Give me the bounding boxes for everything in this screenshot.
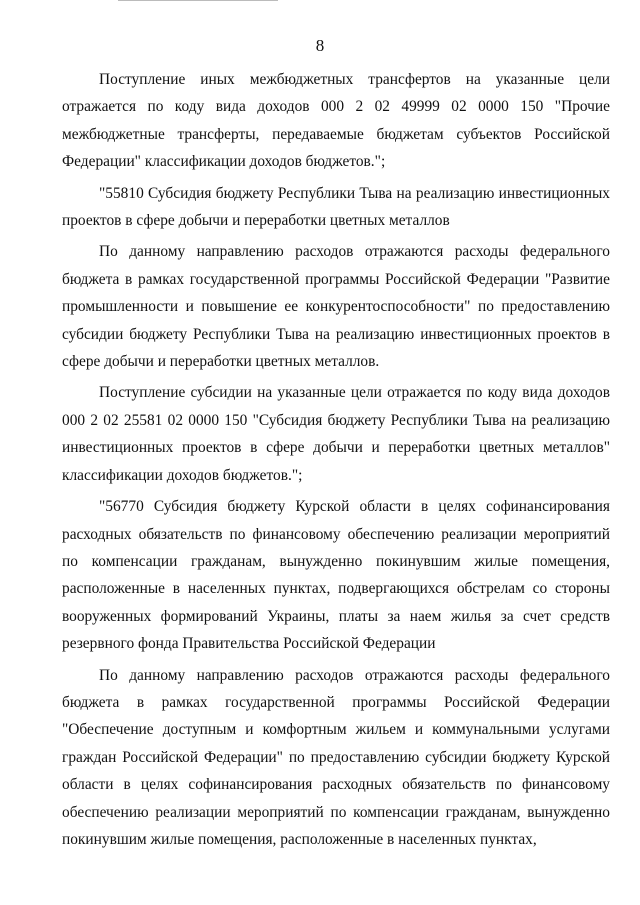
page-number: 8 — [315, 36, 325, 55]
top-edge-rule — [118, 0, 278, 1]
document-body — [62, 66, 610, 857]
paragraph-55810-heading: "55810 Субсидия бюджету Республики Тыва на реализацию инвестиционных проектов в сфере добычи и переработки цветных металлов — [62, 184, 610, 230]
paragraph-55810-expenses: По данному направлению расходов отражаются расходы федерального бюджета в рамках государственной программы Российской Федерации "Развитие промышленности и повышение ее конкурентоспособности" по предоставлению субсидии бюджету Республики Тыва на реализацию инвестиционных проектов в сфере добычи и переработки цветных металлов. — [62, 243, 610, 371]
paragraph-56770-expenses: По данному направлению расходов отражаются расходы федерального бюджета в рамках государственной программы Российской Федерации "Обеспечение доступным и комфортным жильем и коммунальными услугами граждан Российской Федерации" по предоставлению субсидии бюджету Курской области в целях софинансирования расходных обязательств по финансовому обеспечению реализации мероприятий по компенсации гражданам, вынужденно покинувшим жилые помещения, расположенные в населенных пунктах, — [62, 666, 610, 848]
paragraph-transfers-income: Поступление иных межбюджетных трансфертов на указанные цели отражается по коду вида доходов 000 2 02 49999 02 0000 150 "Прочие межбюджетные трансферты, передаваемые бюджетам субъектов Российской Федерации" классификации доходов бюджетов."; — [62, 71, 610, 171]
paragraph-56770-heading: "56770 Субсидия бюджету Курской области в целях софинансирования расходных обязательств по финансовому обеспечению реализации мероприятий по компенсации гражданам, вынужденно покинувшим жилые помещения, расположенные в населенных пунктах, подвергающихся обстрелам со стороны вооруженных формирований Украины, платы за наем жилья за счет средств резервного фонда Правительства Российской Федерации — [62, 498, 610, 653]
paragraph-55810-income: Поступление субсидии на указанные цели отражается по коду вида доходов 000 2 02 25581 02 0000 150 "Субсидия бюджету Республики Тыва на реализацию инвестиционных проектов в сфере добычи и переработки цветных металлов" классификации доходов бюджетов."; — [62, 384, 610, 484]
